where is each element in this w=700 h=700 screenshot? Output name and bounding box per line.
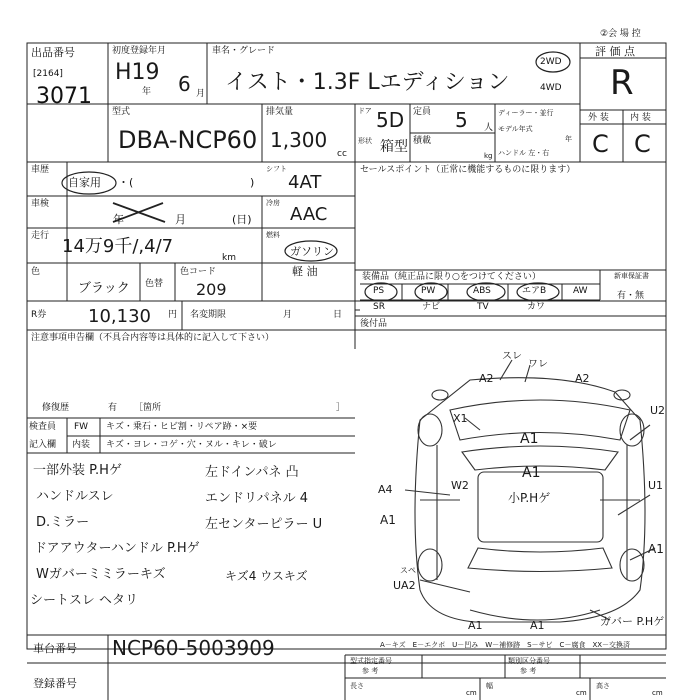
capacity-unit: 人 xyxy=(484,123,494,133)
mileage-unit: km xyxy=(222,253,236,263)
shift-value: 4AT xyxy=(288,172,322,193)
interior-label: 内 装 xyxy=(630,113,651,123)
model-year-suffix: 年 xyxy=(565,135,572,143)
diagram-mark: スレ xyxy=(502,351,522,362)
color-code: 209 xyxy=(196,280,227,299)
equip-aw: AW xyxy=(573,286,588,296)
grade-value: R xyxy=(610,63,634,103)
diagram-mark: U1 xyxy=(648,479,664,492)
hand-note-right: 左ドインパネ 凸 xyxy=(205,465,299,480)
diagram-mark: A1 xyxy=(522,465,541,481)
diagram-mark: A1 xyxy=(648,542,664,556)
exterior-grade: C xyxy=(592,130,609,158)
diagram-mark: 小P.Hゲ xyxy=(508,491,551,505)
interior-grade: C xyxy=(634,130,651,158)
hand-note: D.ミラー xyxy=(36,515,90,530)
displacement-value: 1,300 xyxy=(270,128,328,152)
hand-note: ドアアウターハンドル P.Hゲ xyxy=(34,541,200,556)
capacity-value: 5 xyxy=(455,108,468,132)
model-label: 型式 xyxy=(112,107,131,117)
diagram-mark: A2 xyxy=(575,372,590,385)
chassis-value: NCP60-5003909 xyxy=(112,636,275,660)
class-ref: 参 考 xyxy=(520,667,537,675)
hand-note: 一部外装 P.Hゲ xyxy=(33,463,122,478)
inspector-label-2: 記入欄 xyxy=(29,440,57,450)
diagram-mark: A1 xyxy=(530,619,545,632)
exterior-label: 外 装 xyxy=(588,113,609,123)
recycle-unit: 円 xyxy=(168,310,178,320)
drive-2wd: 2WD xyxy=(540,57,562,67)
repair-close: ］ xyxy=(336,403,346,413)
vehicle-type-selected: 自家用 xyxy=(68,176,101,189)
model-value: DBA-NCP60 xyxy=(118,126,258,154)
equip-ps: PS xyxy=(373,286,385,296)
recycle-label: R券 xyxy=(31,310,47,320)
width-unit: cm xyxy=(576,689,587,697)
model-year-label: モデル年式 xyxy=(498,125,533,133)
shape-value: 箱型 xyxy=(380,139,408,155)
vehicle-type-rest: ・( xyxy=(118,176,134,189)
diagram-mark: スペ xyxy=(400,566,416,575)
diagram-mark: W2 xyxy=(451,479,469,492)
hand-note: シートスレ ヘタリ xyxy=(30,593,139,608)
length-unit: cm xyxy=(466,689,477,697)
lot-code: [2164] xyxy=(33,69,63,79)
color-hue-label: 色替 xyxy=(145,279,164,289)
width-label: 幅 xyxy=(486,682,493,690)
damage-legend: A－キズ E－エクボ U－凹み W－補修跡 S－サビ C－腐食 XX－交換済 xyxy=(380,641,631,649)
recycle-value: 10,130 xyxy=(88,306,151,327)
car-label: 車名・グレード xyxy=(212,46,276,56)
load-label: 積載 xyxy=(413,136,432,146)
mileage-value: 14万9千/,4/7 xyxy=(62,236,174,257)
height-label: 高さ xyxy=(596,682,610,690)
diagram-mark: A1 xyxy=(380,513,396,527)
inspection-day: (日) xyxy=(232,213,252,226)
doors-label: ドア xyxy=(358,107,372,115)
hand-note-right: 左センターピラー U xyxy=(205,517,323,532)
vehicle-type-label: 車歴 xyxy=(31,165,50,175)
diagram-mark: A2 xyxy=(479,372,494,385)
diagram-mark: A4 xyxy=(378,483,393,496)
diagram-mark: A1 xyxy=(468,619,483,632)
warranty-value: 有・無 xyxy=(617,291,645,301)
capacity-label: 定員 xyxy=(413,107,432,117)
repair-place: ［箇所 xyxy=(134,403,162,413)
inspection-year: 年 xyxy=(113,213,124,226)
car-name: イスト・1.3F Lエディション xyxy=(225,70,510,95)
color-value: ブラック xyxy=(78,281,130,296)
fuel-other: 軽 油 xyxy=(292,265,318,278)
diagram-mark: A1 xyxy=(520,431,539,447)
height-unit: cm xyxy=(652,689,663,697)
displacement-label: 排気量 xyxy=(266,107,294,117)
inspector-label-1: 検査員 xyxy=(29,422,57,432)
aftermarket-label: 後付品 xyxy=(360,319,388,329)
diagram-mark: X1 xyxy=(453,412,468,425)
drive-4wd: 4WD xyxy=(540,83,562,93)
registration-no-label: 登録番号 xyxy=(33,677,77,690)
chassis-label: 車台番号 xyxy=(33,642,77,655)
inspector-fw-label: FW xyxy=(74,422,89,432)
diagram-mark: U2 xyxy=(650,404,666,417)
doors-value: 5D xyxy=(376,108,405,132)
selling-points-label: セールスポイント（正常に機能するものに限ります） xyxy=(360,165,576,175)
registration-era-year: H19 xyxy=(115,60,160,85)
fuel-selected: ガソリン xyxy=(290,245,334,258)
equip-leather: カワ xyxy=(527,302,546,312)
equip-tv: TV xyxy=(477,302,489,312)
shape-label: 形状 xyxy=(358,137,372,145)
inspection-month: 月 xyxy=(175,213,186,226)
diagram-mark: UA2 xyxy=(393,579,416,592)
equip-navi: ナビ xyxy=(422,302,441,312)
color-code-label: 色コード xyxy=(180,267,217,277)
aircon-value: AAC xyxy=(290,204,328,225)
header-corner: ②会 場 控 xyxy=(600,29,641,39)
grade-label: 評 価 点 xyxy=(595,45,635,58)
inspector-fw-text: キズ・乗石・ヒビ割・リペア跡・×要 xyxy=(106,422,258,432)
type-label: 型式指定番号 xyxy=(350,657,392,665)
registration-label: 初度登録年月 xyxy=(112,46,167,56)
notes-label: 注意事項申告欄（不具合内容等は具体的に記入して下さい） xyxy=(31,333,275,343)
shift-label: シフト xyxy=(266,165,287,173)
registration-year-suffix: 年 xyxy=(142,87,152,97)
lot-label: 出品番号 xyxy=(31,46,75,59)
dealer-label: ディーラー・並行 xyxy=(498,109,554,117)
lot-number: 3071 xyxy=(36,84,92,109)
tax-label: 名変期限 xyxy=(190,310,227,320)
equip-abs: ABS xyxy=(473,286,491,296)
warranty-label: 新車保証書 xyxy=(614,272,649,280)
tax-day: 日 xyxy=(333,310,343,320)
hand-note-right: キズ4 ウスキズ xyxy=(225,569,308,583)
type-ref: 参 考 xyxy=(362,667,379,675)
equip-sr: SR xyxy=(373,302,385,312)
handle-label: ハンドル 左・右 xyxy=(498,149,550,157)
length-label: 長さ xyxy=(350,682,364,690)
color-label: 色 xyxy=(31,267,41,277)
repair-value: 有 xyxy=(108,403,118,413)
inspector-int-label: 内装 xyxy=(72,440,91,450)
equip-pw: PW xyxy=(421,286,436,296)
displacement-unit: cc xyxy=(337,149,347,159)
inspector-int-text: キズ・ヨレ・コゲ・穴・ヌル・キレ・破レ xyxy=(106,440,277,450)
fuel-label: 燃料 xyxy=(266,231,280,239)
inspection-label: 車検 xyxy=(31,199,50,209)
class-label: 類別区分番号 xyxy=(508,657,550,665)
diagram-mark: ワレ xyxy=(528,359,548,370)
registration-month: 6 xyxy=(178,72,191,96)
equipment-label: 装備品（純正品に限り○をつけてください） xyxy=(362,272,541,282)
registration-month-suffix: 月 xyxy=(196,89,206,99)
hand-note-right: エンドリパネル 4 xyxy=(205,491,309,506)
repair-label: 修復歴 xyxy=(42,403,70,413)
load-unit: kg xyxy=(484,152,493,160)
aircon-label: 冷房 xyxy=(266,199,280,207)
vehicle-type-close: ) xyxy=(250,176,255,189)
equip-airbag: エアB xyxy=(522,286,547,296)
hand-note: ハンドルスレ xyxy=(36,489,114,504)
hand-note: Wガバーミミラーキズ xyxy=(36,567,166,582)
tax-month: 月 xyxy=(283,310,293,320)
mileage-label: 走行 xyxy=(31,231,50,241)
diagram-mark: ガバー P.Hゲ xyxy=(600,615,665,628)
